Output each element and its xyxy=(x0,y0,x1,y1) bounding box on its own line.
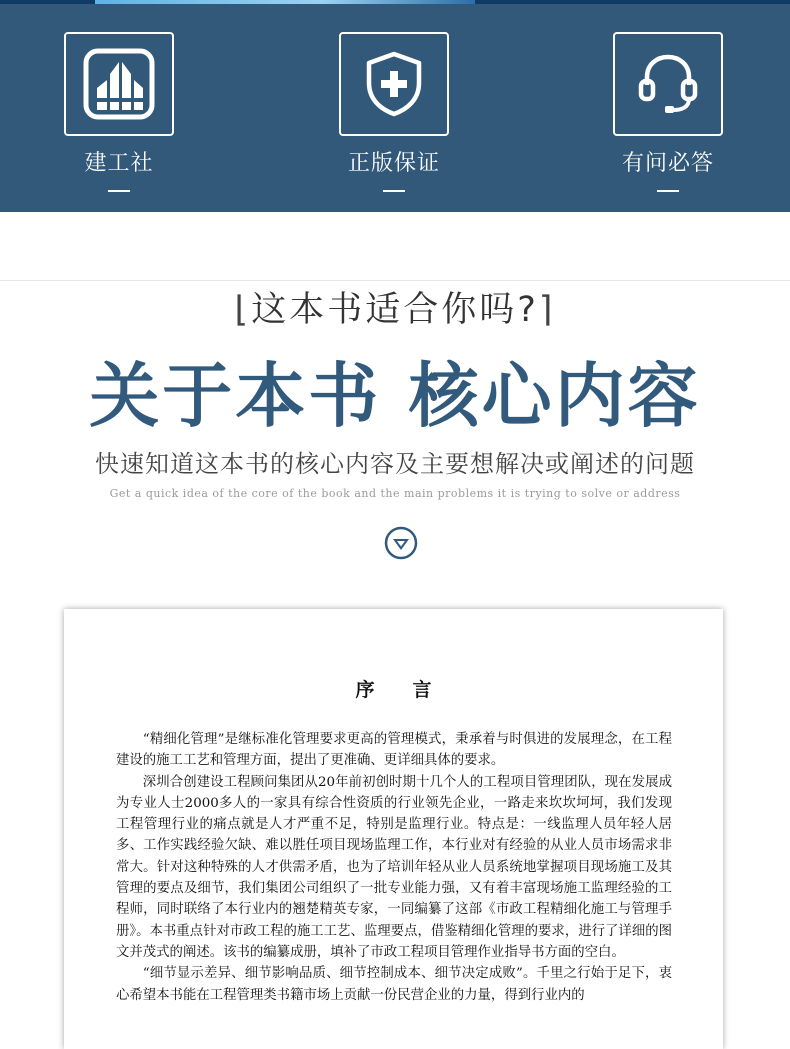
section-headline: 关于本书 核心内容 xyxy=(89,354,701,437)
feature-label: 有问必答 xyxy=(621,151,714,176)
right-bracket: ⌉ xyxy=(538,290,556,330)
shield-plus-icon xyxy=(364,51,424,117)
question-text: 这本书适合你吗? xyxy=(251,290,539,330)
preface-page xyxy=(64,609,723,1049)
feature-underline xyxy=(657,190,679,192)
section-divider xyxy=(0,280,790,281)
left-bracket: ⌊ xyxy=(234,290,252,330)
feature-publisher xyxy=(44,32,194,192)
feature-banner xyxy=(0,4,790,212)
section-subtitle: 快速知道这本书的核心内容及主要想解决或阐述的问题 xyxy=(95,450,695,478)
feature-support xyxy=(593,32,743,192)
section-question xyxy=(0,282,790,332)
preface-title: 序 言 xyxy=(355,679,432,701)
preface-body xyxy=(116,729,672,1006)
circle-chevron-down-icon[interactable] xyxy=(384,526,418,560)
section-subtitle-english: Get a quick idea of the core of the book and the main problems it is trying to solve or address xyxy=(109,487,681,500)
feature-icon-box xyxy=(339,32,449,136)
feature-authentic xyxy=(319,32,469,192)
feature-label: 建工社 xyxy=(84,151,154,176)
feature-icon-box xyxy=(64,32,174,136)
preface-paragraph: “精细化管理”是继标准化管理要求更高的管理模式，秉承着与时俱进的发展理念，在工程建设的施工工艺和管理方面，提出了更准确、更详细具体的要求。 xyxy=(116,732,672,769)
feature-underline xyxy=(383,190,405,192)
headset-icon xyxy=(637,51,699,117)
feature-label: 正版保证 xyxy=(347,151,440,176)
buildings-icon xyxy=(83,48,155,120)
feature-icon-box xyxy=(613,32,723,136)
feature-underline xyxy=(108,190,130,192)
preface-paragraph: 深圳合创建设工程顾问集团从20年前初创时期十几个人的工程项目管理团队，现在发展成为专业人士2000多人的一家具有综合性资质的行业领先企业，一路走来坎坎坷坷，我们发现工程管理行业的痛点就是人才严重不足，特别是监理行业。特点是：一线监理人员年轻人居多、工作实践经验欠缺、难以胜任项目现场监理工作，本行业对有经验的从业人员市场需求非常大。针对这种特殊的人才供需矛盾，也为了培训年轻从业人员系统地掌握项目现场施工及其管理的要点及细节，我们集团公司组织了一批专业能力强，又有着丰富现场施工监理经验的工程师，同时联络了本行业内的翘楚精英专家，一同编纂了这部《市政工程精细化施工与管理手册》。本书重点针对市政工程的施工工艺、监理要点，借鉴精细化管理的要求，进行了详细的图文并茂式的阐述。该书的编纂成册，填补了市政工程项目管理作业指导书方面的空白。 xyxy=(116,774,672,960)
preface-paragraph: “细节显示差异、细节影响品质、细节控制成本、细节决定成败”。千里之行始于足下，衷心希望本书能在工程管理类书籍市场上贡献一份民营企业的力量，得到行业内的 xyxy=(116,966,672,1003)
